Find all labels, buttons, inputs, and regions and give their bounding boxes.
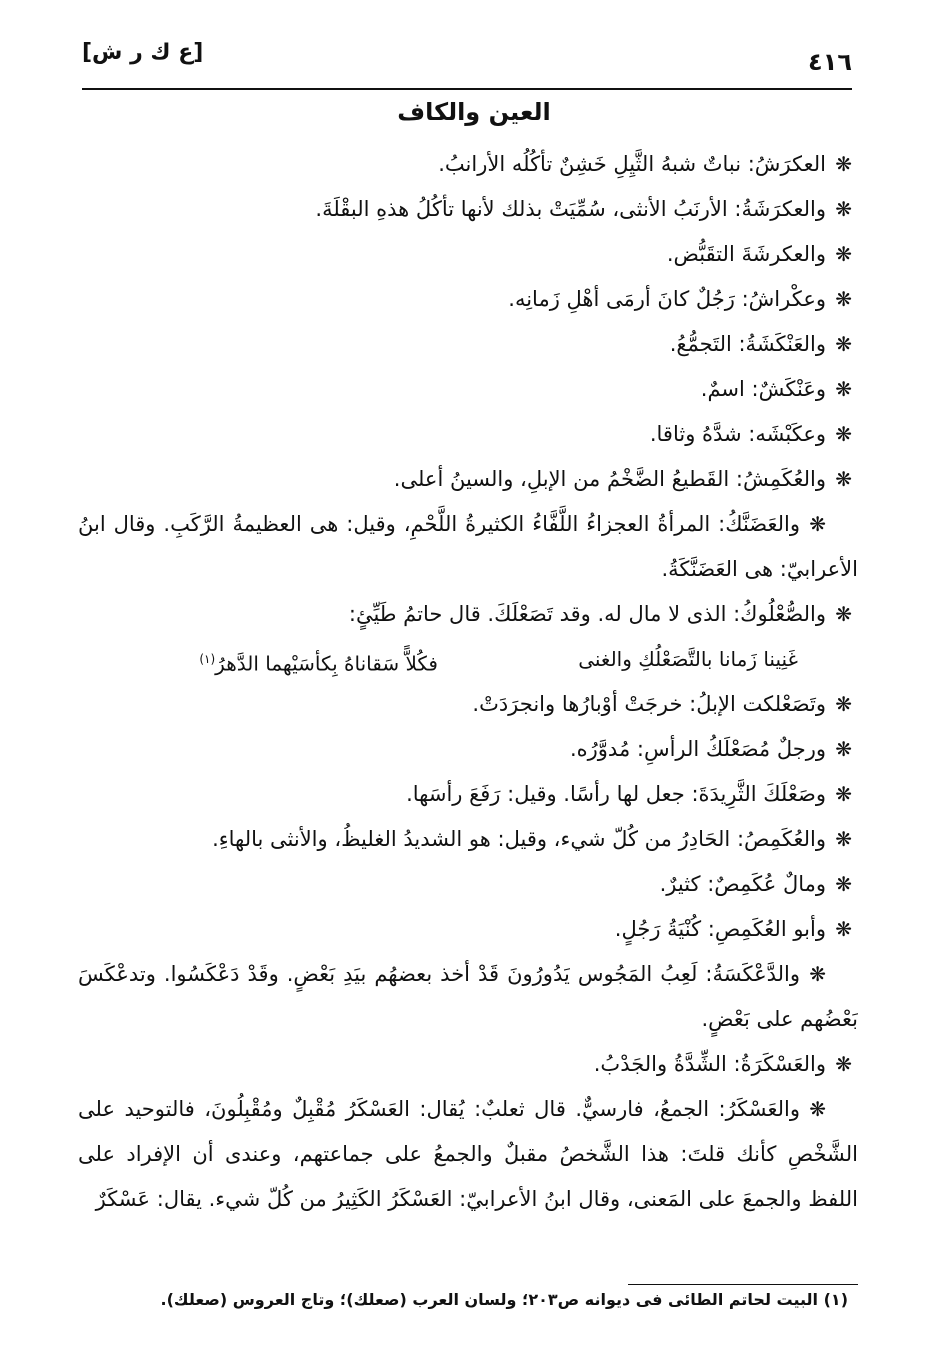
entry: ❋ ورجلٌ مُصَعْلَكُ الرأسِ: مُدوَّرُه.	[78, 727, 858, 772]
entry: ❋ وعَنْكَشٌ: اسمٌ.	[78, 367, 858, 412]
entry: ❋والعَضَنَّكُ: المرأةُ العجزاءُ اللَّفَّاءُ الكثيرةُ اللَّحْمِ، وقيل: هى العظيمةُ الرَّكَبِ. وقال ابنُ الأعرابيّ: هى العَضَنَّكَةُ.	[78, 502, 858, 592]
asterisk-icon: ❋	[835, 692, 852, 716]
verse-second-hemistich: فكُلاًّ سَقاناهُ بِكأسَيْهما الدَّهرُ$^{(١)}$	[199, 651, 438, 676]
entry: ❋ والعُكَمِشُ: القَطيعُ الضَّخْمُ من الإبلِ، والسينُ أعلى.	[78, 457, 858, 502]
asterisk-icon: ❋	[835, 242, 852, 266]
asterisk-icon: ❋	[835, 467, 852, 491]
entry: ❋ والصُّعْلُوكُ: الذى لا مال له. وقد تَصَعْلَكَ. قال حاتمُ طَيِّئٍ:	[78, 592, 858, 637]
asterisk-icon: ❋	[809, 1097, 826, 1121]
entry: ❋ العكرَشُ: نباتٌ شبهُ الثَّيِلِ خَشِنٌ تأكُلُه الأرانبُ.	[78, 142, 858, 187]
entry: ❋ وتَصَعْلكت الإبلُ: خرجَتْ أوْبارُها وانجرَدَتْ.	[78, 682, 858, 727]
page-number: ٤١٦	[808, 48, 852, 76]
asterisk-icon: ❋	[835, 197, 852, 221]
asterisk-icon: ❋	[835, 917, 852, 941]
asterisk-icon: ❋	[835, 422, 852, 446]
asterisk-icon: ❋	[835, 1052, 852, 1076]
entry: ❋ والعَسْكَرَةُ: الشِّدَّةُ والجَدْبُ.	[78, 1042, 858, 1087]
asterisk-icon: ❋	[835, 377, 852, 401]
entry: ❋ وعكَبْشَه: شدَّهُ وثاقا.	[78, 412, 858, 457]
entry: ❋ والعُكَمِصُ: الحَادِرُ من كُلّ شيء، وقيل: هو الشديدُ الغليظُ، والأنثى بالهاءِ.	[78, 817, 858, 862]
verse-first-hemistich: غَنِينا زَمانا بالتَّصَعْلُكِ والغنى	[578, 647, 798, 671]
asterisk-icon: ❋	[835, 827, 852, 851]
dictionary-entries	[78, 142, 858, 1222]
footnote-rule	[628, 1284, 858, 1285]
section-title: العين والكاف	[397, 98, 551, 126]
asterisk-icon: ❋	[835, 872, 852, 896]
asterisk-icon: ❋	[835, 782, 852, 806]
asterisk-icon: ❋	[835, 737, 852, 761]
footnote-marker: (١)	[199, 652, 216, 666]
asterisk-icon: ❋	[835, 287, 852, 311]
footnote: (١) البيت لحاتم الطائى فى ديوانه ص٢٠٣؛ ولسان العرب (صعلك)؛ وتاج العروس (صعلك).	[160, 1290, 848, 1309]
poem-verse	[78, 637, 858, 682]
entry: ❋ وصَعْلَكَ الثَّرِيدَةَ: جعل لها رأسًا. وقيل: رَفَعَ رأسَها.	[78, 772, 858, 817]
asterisk-icon: ❋	[835, 152, 852, 176]
asterisk-icon: ❋	[809, 962, 826, 986]
page-header	[82, 40, 852, 80]
entry: ❋ والعكرشَةَ التقَبُّض.	[78, 232, 858, 277]
entry: ❋ وعكْراشُ: رَجُلٌ كانَ أرمَى أهْلِ زَمانِه.	[78, 277, 858, 322]
entry: ❋والعَسْكَرُ: الجمعُ، فارسيٌّ. قال ثعلبٌ: يُقال: العَسْكَرُ مُقْبِلٌ ومُقْبِلُونَ، فالتوحيد على الشَّخْصِ كأنك قلتَ: هذا الشَّخصُ مقبلٌ والجمعُ على جماعتهم، وعندى أن الإفراد على اللفظ والجمعَ على المَعنى، وقال ابنُ الأعرابيّ: العَسْكَرُ الكَثِيرُ من كُلّ شيء. يقال: عَسْكَرٌ	[78, 1087, 858, 1222]
asterisk-icon: ❋	[835, 602, 852, 626]
entry: ❋والدَّعْكَسَةُ: لَعِبُ المَجُوس يَدُورُونَ قَدْ أخذ بعضهُم بيَدِ بَعْضٍ. وقَدْ دَعْكَسُوا. وتدعْكَسَ بَعْضُهم على بَعْضٍ.	[78, 952, 858, 1042]
asterisk-icon: ❋	[835, 332, 852, 356]
header-rule	[82, 88, 852, 90]
entry: ❋ وأبو العُكَمِصِ: كُنْيَةُ رَجُلٍ.	[78, 907, 858, 952]
entry: ❋ ومالٌ عُكَمِصٌ: كثيرٌ.	[78, 862, 858, 907]
entry: ❋ والعكرَشَةُ: الأرنَبُ الأنثى، سُمِّيَتْ بذلك لأنها تأكُلُ هذهِ البقْلَةَ.	[78, 187, 858, 232]
root-heading: [ع ك ر ش]	[82, 40, 204, 65]
entry: ❋ والعَنْكَشَةُ: التَجمُّعُ.	[78, 322, 858, 367]
asterisk-icon: ❋	[809, 512, 826, 536]
